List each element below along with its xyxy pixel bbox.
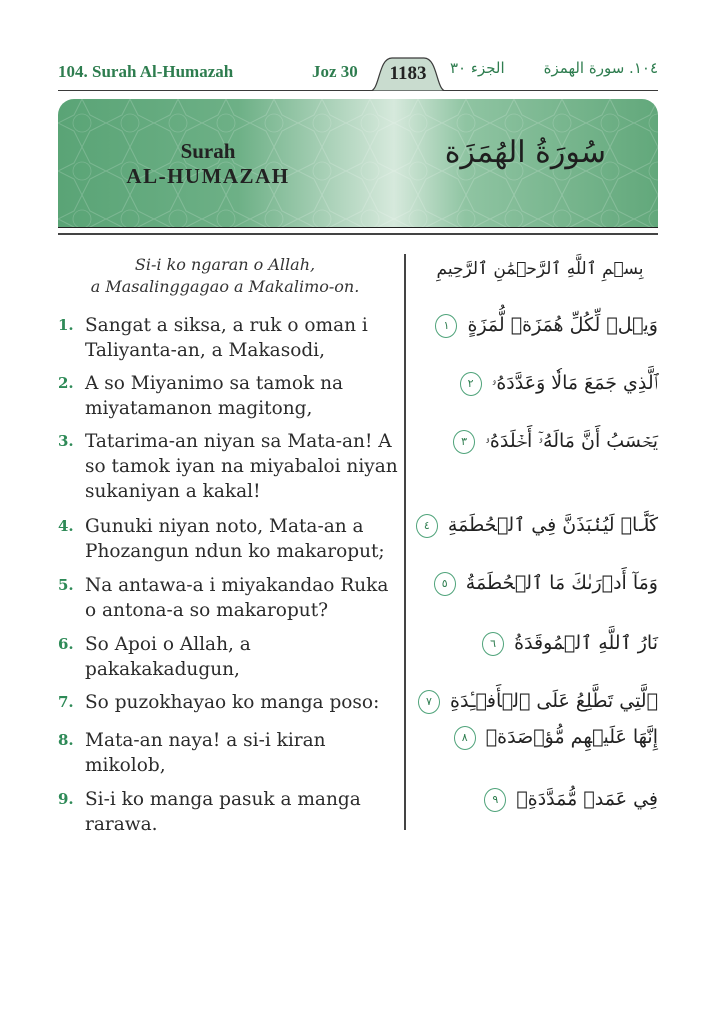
surah-label: 104. Surah Al-Humazah [58, 62, 234, 81]
ayah-marker-icon: ٨ [454, 726, 476, 750]
basmala-translation-line2: a Masalinggagao a Makalimo-on. [90, 277, 360, 296]
verse-text: So Apoi o Allah, a pakakakadugun, [85, 634, 251, 680]
verse-text: Na antawa-a i miyakandao Ruka o antona-a so makaroput? [85, 575, 389, 621]
ayah-text: فِي عَمَدٖ مُّمَدَّدَةِۭ [516, 788, 658, 810]
verse-number: 5. [58, 576, 74, 594]
ayah-arabic [398, 630, 658, 656]
ayah-arabic [398, 370, 658, 396]
surah-label-arabic: ١٠٤. سورة الهمزة [543, 59, 658, 77]
verse-translation [58, 690, 398, 715]
juz-label: Joz 30 [312, 62, 358, 81]
basmala-translation-line1: Si-i ko ngaran o Allah, [134, 255, 316, 274]
verse-translation [58, 313, 398, 363]
ayah-arabic [398, 570, 658, 596]
ayah-text: كَلَّاۖ لَيُنۢبَذَنَّ فِي ٱلۡحُطَمَةِ [447, 514, 658, 536]
verse-number: 2. [58, 374, 74, 392]
verse-number: 1. [58, 316, 74, 334]
ayah-arabic [398, 428, 658, 454]
juz-label-arabic: الجزء ٣٠ [450, 59, 505, 77]
ayah-text: إِنَّهَا عَلَيۡهِم مُّؤۡصَدَةٞ [485, 726, 658, 748]
banner-title-line2: AL-HUMAZAH [126, 164, 290, 188]
verse-text: Si-i ko manga pasuk a manga rarawa. [85, 789, 361, 835]
verse-number: 8. [58, 731, 74, 749]
ayah-text: يَحۡسَبُ أَنَّ مَالَهُۥٓ أَخۡلَدَهُۥ [485, 430, 658, 452]
verse-number: 4. [58, 517, 74, 535]
verse-translation [58, 429, 398, 504]
verse-number: 3. [58, 432, 74, 450]
verse-number: 9. [58, 790, 74, 808]
banner-title-arabic: سُورَةُ الهُمَزَة [444, 135, 606, 170]
ayah-marker-icon: ٩ [484, 788, 506, 812]
ayah-arabic [398, 312, 658, 338]
verse-translation [58, 632, 398, 682]
ayah-arabic [398, 512, 658, 538]
basmala-translation [60, 254, 390, 298]
verse-text: Tatarima-an niyan sa Mata-an! A so tamok iyan na miyabaloi niyan sukaniyan a kakal! [85, 431, 398, 502]
verse-translation [58, 573, 398, 623]
ayah-marker-icon: ٥ [434, 572, 456, 596]
running-header [58, 56, 658, 91]
banner-rule [58, 227, 658, 235]
ayah-text: ٱلَّذِي جَمَعَ مَالٗا وَعَدَّدَهُۥ [491, 372, 658, 394]
ayah-arabic [398, 688, 658, 714]
ayah-marker-icon: ٣ [453, 430, 475, 454]
ayah-marker-icon: ٤ [416, 514, 438, 538]
verse-translation [58, 514, 398, 564]
verse-text: Gunuki niyan noto, Mata-an a Phozangun ndun ko makaroput; [85, 516, 385, 562]
ayah-text: ٱلَّتِي تَطَّلِعُ عَلَى ٱلۡأَفۡـِٔدَةِ [450, 690, 658, 712]
verse-text: Mata-an naya! a si-i kiran mikolob, [85, 730, 326, 776]
verse-text: A so Miyanimo sa tamok na miyatamanon magitong, [85, 373, 344, 419]
ayah-arabic [398, 786, 658, 812]
ayah-text: وَمَآ أَدۡرَىٰكَ مَا ٱلۡحُطَمَةُ [465, 572, 658, 594]
page-number: 1183 [389, 63, 427, 84]
verse-translation [58, 787, 398, 837]
verse-text: Sangat a siksa, a ruk o oman i Taliyanta-an, a Makasodi, [85, 315, 368, 361]
ayah-marker-icon: ٧ [418, 690, 440, 714]
ayah-text: نَارُ ٱللَّهِ ٱلۡمُوقَدَةُ [514, 632, 658, 654]
verse-translation [58, 371, 398, 421]
ayah-marker-icon: ٦ [482, 632, 504, 656]
verse-number: 7. [58, 693, 74, 711]
verse-text: So puzokhayao ko manga poso: [85, 692, 380, 713]
ayah-arabic [398, 724, 658, 750]
banner-title [58, 139, 358, 189]
basmala-arabic: بِسۡمِ ٱللَّهِ ٱلرَّحۡمَٰنِ ٱلرَّحِيمِ [436, 259, 644, 279]
verse-number: 6. [58, 635, 74, 653]
banner-title-line1: Surah [180, 139, 236, 163]
page-number-tab [370, 56, 446, 90]
verse-translation [58, 728, 398, 778]
ayah-marker-icon: ١ [435, 314, 457, 338]
surah-banner [58, 99, 658, 227]
ayah-marker-icon: ٢ [460, 372, 482, 396]
ayah-text: وَيۡلٞ لِّكُلِّ هُمَزَةٖ لُّمَزَةٍ [467, 314, 658, 336]
